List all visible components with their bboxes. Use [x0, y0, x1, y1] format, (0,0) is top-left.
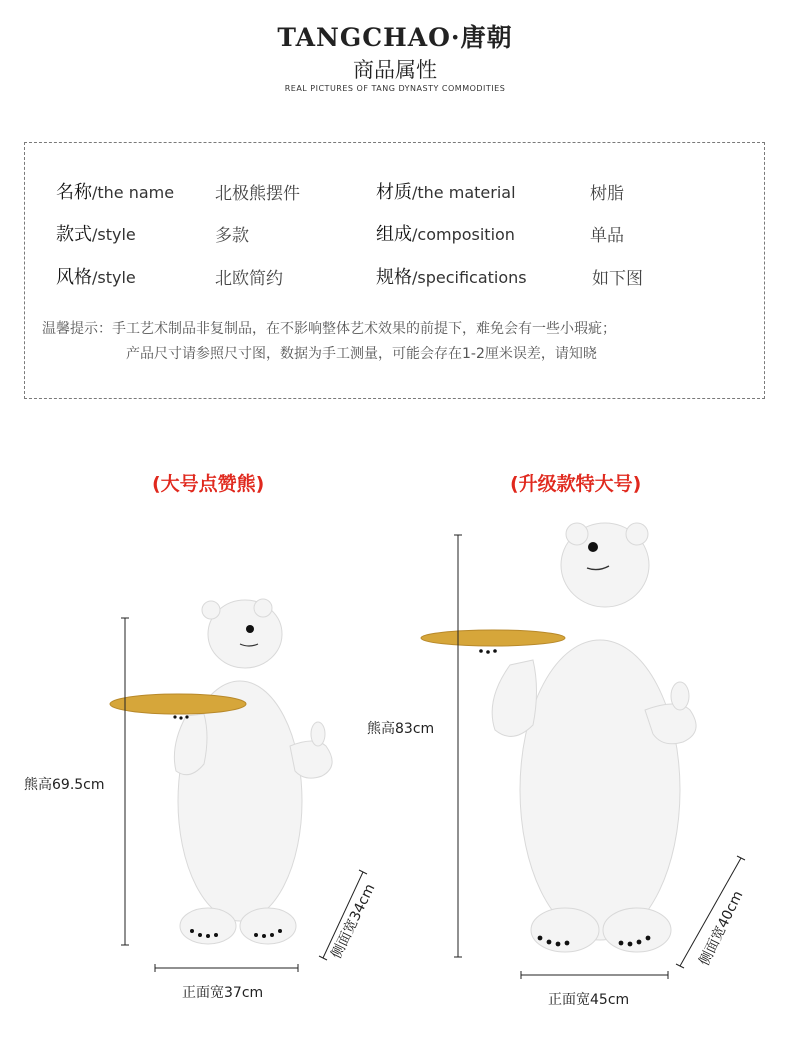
front-width-label-xlarge: 正面宽45cm — [548, 992, 630, 1008]
section-subtitle: REAL PICTURES OF TANG DYNASTY COMMODITIES — [284, 84, 506, 93]
height-label-large: 熊高69.5cm — [24, 777, 105, 793]
attr-style-label-en: /style — [92, 225, 136, 244]
attr-composition-label-en: /composition — [412, 225, 515, 244]
side-width-label-xlarge: 侧面宽40cm — [696, 888, 747, 969]
attr-style-value: 多款 — [215, 226, 249, 246]
attr-spec-value: 如下图 — [592, 269, 643, 289]
front-width-label-large: 正面宽37cm — [182, 985, 264, 1001]
attr-name-label: 名称 — [56, 182, 92, 203]
attr-spec-label: 规格 — [376, 267, 412, 288]
height-label-xlarge: 熊高83cm — [367, 721, 435, 737]
notice-line-1: 温馨提示：手工艺术制品非复制品，在不影响整体艺术效果的前提下，难免会有一些小瑕疵； — [42, 321, 616, 337]
variant-title-large: (大号点赞熊) — [152, 473, 265, 495]
attr-material-label-en: /the material — [412, 183, 516, 202]
attr-material-label: 材质 — [376, 182, 412, 203]
attr-design-label-en: /style — [92, 268, 136, 287]
attr-design-value: 北欧简约 — [215, 269, 283, 289]
variant-title-xlarge: (升级款特大号) — [510, 473, 642, 495]
attr-style-label: 款式 — [56, 224, 92, 245]
side-width-label-large: 侧面宽34cm — [328, 881, 379, 962]
attr-spec-label-en: /specifications — [412, 268, 527, 287]
attr-name-label-en: /the name — [92, 183, 175, 202]
attr-composition-label: 组成 — [376, 224, 412, 245]
brand-logo: TANGCHAO·唐朝 — [277, 23, 513, 52]
attr-name-value: 北极熊摆件 — [215, 184, 300, 204]
section-title: 商品属性 — [353, 58, 437, 82]
notice-line-2: 产品尺寸请参照尺寸图，数据为手工测量，可能会存在1-2厘米误差，请知晓 — [126, 346, 597, 362]
attr-design-label: 风格 — [56, 267, 92, 288]
attr-material-value: 树脂 — [590, 184, 624, 204]
attr-composition-value: 单品 — [590, 226, 624, 246]
